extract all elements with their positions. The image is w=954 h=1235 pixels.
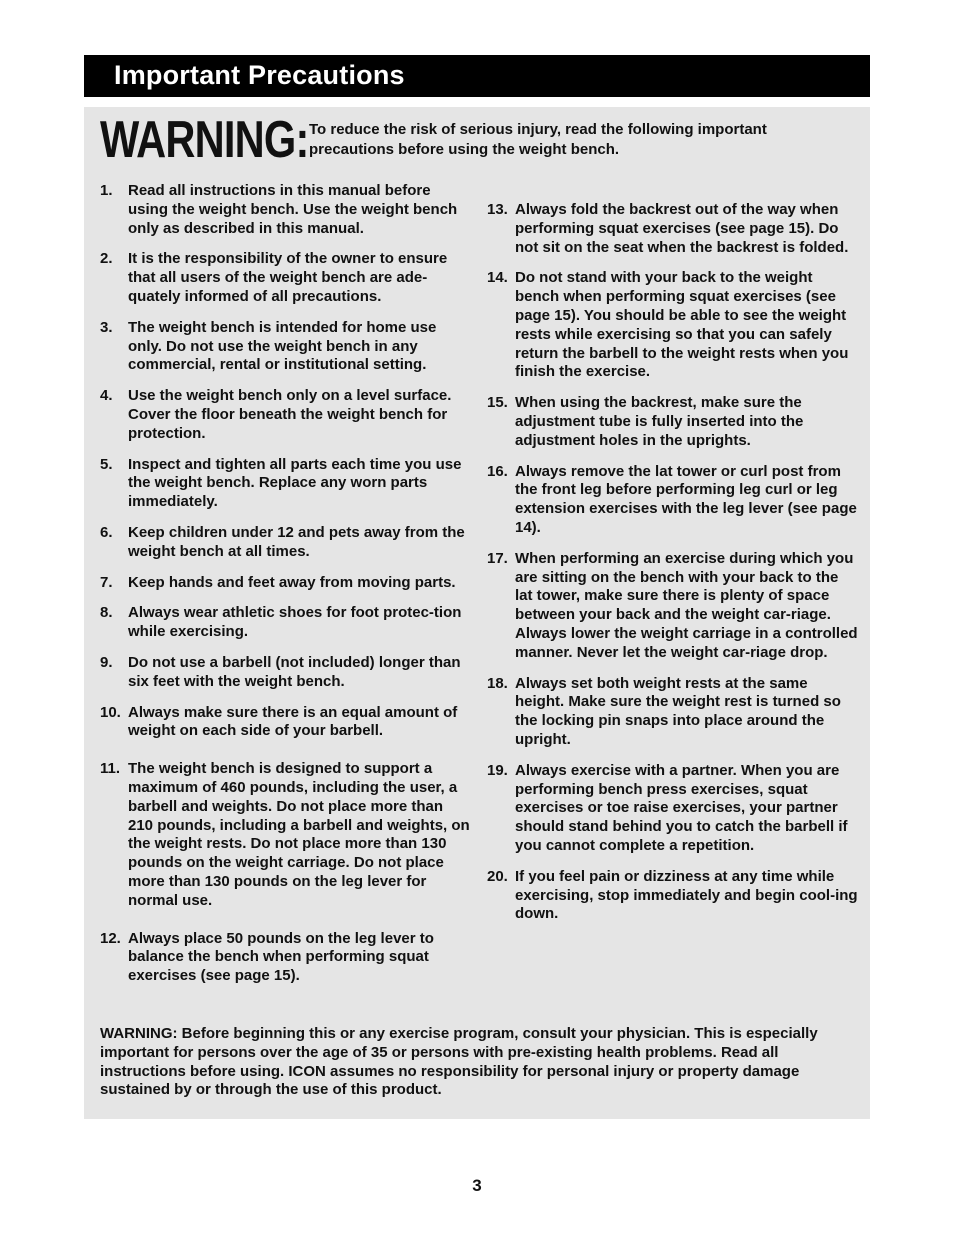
precaution-text: Keep children under 12 and pets away from the weight bench at all times. [128, 523, 465, 560]
precaution-text: Do not use a barbell (not included) longer than six feet with the weight bench. [128, 653, 461, 690]
precaution-item [100, 760, 472, 910]
precaution-number: 4. [100, 387, 113, 405]
precaution-item [100, 456, 472, 512]
precaution-text: When performing an exercise during which you are sitting on the bench with your back to the lat tower, make sure there is plenty of space between your back and the weight car-riage. Always lower the weight carriage in a controlled manner. Never let the weight car-riage drop. [515, 549, 858, 661]
precaution-item [100, 182, 472, 238]
precaution-number: 10. [100, 703, 121, 721]
precaution-item [487, 868, 859, 924]
precaution-text: Always exercise with a partner. When you are performing bench press exercises, squat exercises or toe raise exercises, your partner should stand behind you to catch the barbell if you cannot complete a repetition. [515, 761, 848, 854]
precaution-text: When using the backrest, make sure the adjustment tube is fully inserted into the adjustment holes in the uprights. [515, 394, 804, 449]
precaution-number: 18. [487, 674, 508, 692]
precaution-item [487, 550, 859, 663]
precaution-text: Inspect and tighten all parts each time you use the weight bench. Replace any worn parts immediately. [128, 455, 462, 511]
precaution-text: If you feel pain or dizziness at any time while exercising, stop immediately and begin cool-ing down. [515, 867, 858, 923]
precaution-item [100, 319, 472, 375]
precaution-number: 17. [487, 549, 508, 567]
warning-heading: WARNING: [100, 111, 309, 169]
precaution-text: Always make sure there is an equal amount of weight on each side of your barbell. [128, 703, 458, 740]
precaution-text: Always remove the lat tower or curl post from the front leg before performing leg curl or leg extension exercises with the leg lever (see page 14). [515, 462, 857, 536]
precaution-item [100, 524, 472, 562]
precaution-text: Read all instructions in this manual before using the weight bench. Use the weight bench only as described in this manual. [128, 182, 458, 237]
precaution-text: Keep hands and feet away from moving parts. [128, 573, 456, 591]
precaution-item [487, 762, 859, 856]
precaution-item [100, 250, 472, 306]
precautions-list-right [487, 201, 859, 936]
warning-intro: To reduce the risk of serious injury, read the following important precautions before using the weight bench. [309, 121, 767, 158]
precaution-text: Do not stand with your back to the weight bench when performing squat exercises (see page 15). You should be able to see the weight rests while exercising so that you can safely return the barbell to the weight rests when you finish the exercise. [515, 269, 849, 381]
precautions-list-left [100, 182, 472, 998]
precaution-number: 5. [100, 455, 113, 473]
precaution-text: Always set both weight rests at the same height. Make sure the weight rest is turned so the locking pin snaps into place around the upright. [515, 674, 841, 748]
precaution-text: It is the responsibility of the owner to ensure that all users of the weight bench are ade-quately informed of all precautions. [128, 250, 448, 305]
precaution-item [487, 269, 859, 382]
precaution-number: 9. [100, 653, 113, 671]
precaution-item [100, 574, 472, 593]
precaution-number: 7. [100, 573, 113, 591]
section-header [84, 55, 870, 97]
section-title: Important Precautions [114, 60, 405, 90]
precaution-number: 2. [100, 250, 113, 268]
footer-warning: WARNING: Before beginning this or any exercise program, consult your physician. This is especially important for persons over the age of 35 or persons with pre-existing health problems. Read all instructions before using. ICON assumes no responsibility for personal injury or property damage sustained by or through the use of this product. [100, 1025, 818, 1099]
precaution-number: 16. [487, 462, 508, 480]
precaution-number: 19. [487, 761, 508, 779]
page-number: 3 [472, 1176, 482, 1195]
precaution-text: Use the weight bench only on a level surface. Cover the floor beneath the weight bench for protection. [128, 387, 452, 442]
precaution-item [100, 704, 472, 742]
precaution-text: Always wear athletic shoes for foot protec-tion while exercising. [128, 604, 462, 641]
precaution-item [100, 604, 472, 642]
precaution-item [487, 463, 859, 538]
precaution-number: 3. [100, 318, 113, 336]
precaution-number: 1. [100, 182, 113, 199]
precaution-item [100, 654, 472, 692]
precaution-number: 15. [487, 394, 508, 412]
precaution-item [487, 675, 859, 750]
precaution-text: The weight bench is intended for home use only. Do not use the weight bench in any commercial, rental or institutional setting. [128, 318, 437, 374]
precaution-text: Always fold the backrest out of the way when performing squat exercises (see page 15). Do not sit on the seat when the backrest is folded. [515, 201, 849, 256]
precaution-text: The weight bench is designed to support a maximum of 460 pounds, including the user, a barbell and weights. Do not place more than 210 pounds, including a barbell and weights, on the weight rests. Do not place more than 130 pounds on the weight carriage. Do not place more than 130 pounds on the leg lever for normal use. [128, 760, 470, 909]
precaution-item [100, 387, 472, 443]
precaution-number: 20. [487, 867, 508, 885]
precaution-number: 6. [100, 523, 113, 541]
precaution-number: 8. [100, 604, 113, 622]
precaution-number: 11. [100, 760, 121, 778]
precaution-number: 14. [487, 269, 508, 287]
precaution-item [487, 394, 859, 450]
precaution-item [487, 201, 859, 257]
precaution-text: Always place 50 pounds on the leg lever to balance the bench when performing squat exercises (see page 15). [128, 929, 434, 985]
precaution-number: 12. [100, 929, 121, 947]
precaution-number: 13. [487, 201, 508, 218]
precaution-item [100, 930, 472, 986]
